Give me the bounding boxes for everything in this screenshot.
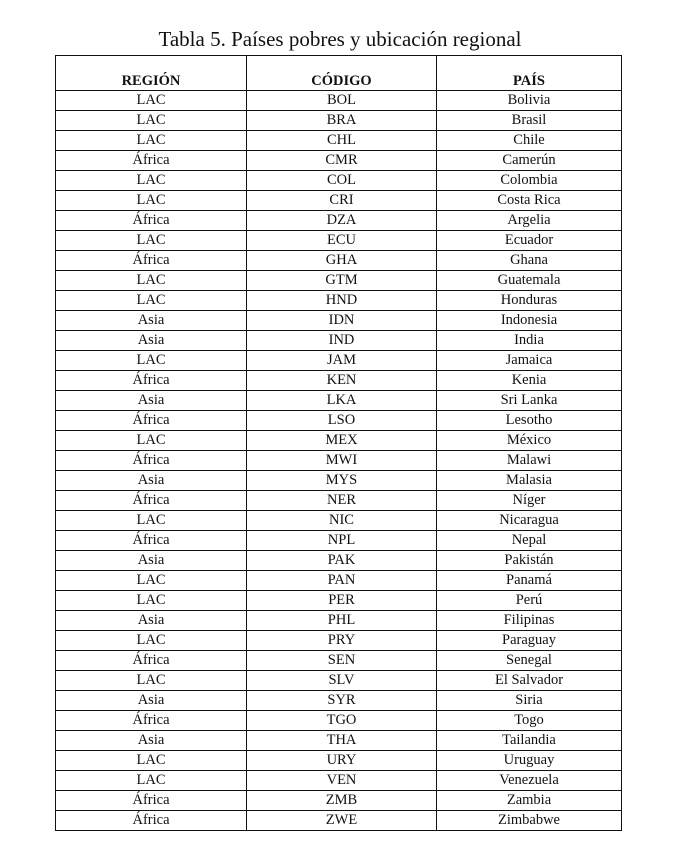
cell-country: Jamaica	[437, 351, 622, 371]
cell-code: MYS	[247, 471, 437, 491]
cell-region: LAC	[56, 571, 247, 591]
cell-country: Honduras	[437, 291, 622, 311]
cell-country: Níger	[437, 491, 622, 511]
cell-region: África	[56, 151, 247, 171]
cell-code: IDN	[247, 311, 437, 331]
cell-code: ZWE	[247, 811, 437, 831]
table-row	[56, 171, 622, 191]
cell-country: Venezuela	[437, 771, 622, 791]
table-row	[56, 811, 622, 831]
table-row	[56, 211, 622, 231]
table-row	[56, 311, 622, 331]
cell-code: CMR	[247, 151, 437, 171]
cell-region: África	[56, 371, 247, 391]
table-row	[56, 551, 622, 571]
cell-country: México	[437, 431, 622, 451]
cell-code: IND	[247, 331, 437, 351]
table-row	[56, 711, 622, 731]
cell-code: VEN	[247, 771, 437, 791]
table-body	[56, 91, 622, 831]
table-row	[56, 291, 622, 311]
cell-code: NER	[247, 491, 437, 511]
cell-country: Indonesia	[437, 311, 622, 331]
table-row	[56, 771, 622, 791]
table-title: Tabla 5. Países pobres y ubicación regional	[158, 27, 522, 51]
cell-code: GTM	[247, 271, 437, 291]
cell-code: PAN	[247, 571, 437, 591]
table-row	[56, 671, 622, 691]
cell-country: Malasia	[437, 471, 622, 491]
cell-country: Filipinas	[437, 611, 622, 631]
cell-code: COL	[247, 171, 437, 191]
table-row	[56, 91, 622, 111]
table-row	[56, 151, 622, 171]
cell-country: Togo	[437, 711, 622, 731]
table-row	[56, 251, 622, 271]
cell-code: HND	[247, 291, 437, 311]
cell-region: LAC	[56, 291, 247, 311]
cell-region: África	[56, 451, 247, 471]
header-country: PAÍS	[437, 56, 622, 91]
table-row	[56, 631, 622, 651]
table-row	[56, 191, 622, 211]
cell-country: Sri Lanka	[437, 391, 622, 411]
table-row	[56, 491, 622, 511]
cell-code: TGO	[247, 711, 437, 731]
cell-region: África	[56, 491, 247, 511]
cell-region: Asia	[56, 551, 247, 571]
cell-country: Costa Rica	[437, 191, 622, 211]
cell-region: Asia	[56, 331, 247, 351]
header-code: CÓDIGO	[247, 56, 437, 91]
cell-code: NPL	[247, 531, 437, 551]
table-row	[56, 451, 622, 471]
cell-region: LAC	[56, 91, 247, 111]
cell-code: CHL	[247, 131, 437, 151]
table-row	[56, 131, 622, 151]
cell-code: BRA	[247, 111, 437, 131]
table-row	[56, 371, 622, 391]
cell-region: África	[56, 651, 247, 671]
cell-region: LAC	[56, 671, 247, 691]
cell-code: PAK	[247, 551, 437, 571]
cell-region: LAC	[56, 131, 247, 151]
cell-country: Chile	[437, 131, 622, 151]
table-row	[56, 411, 622, 431]
cell-country: India	[437, 331, 622, 351]
cell-country: Guatemala	[437, 271, 622, 291]
table-row	[56, 751, 622, 771]
cell-region: LAC	[56, 231, 247, 251]
cell-region: Asia	[56, 731, 247, 751]
cell-country: Brasil	[437, 111, 622, 131]
table-row	[56, 571, 622, 591]
cell-country: Camerún	[437, 151, 622, 171]
cell-region: África	[56, 531, 247, 551]
cell-country: Ghana	[437, 251, 622, 271]
cell-region: LAC	[56, 271, 247, 291]
cell-country: Zimbabwe	[437, 811, 622, 831]
cell-country: Paraguay	[437, 631, 622, 651]
cell-code: GHA	[247, 251, 437, 271]
cell-region: LAC	[56, 511, 247, 531]
cell-country: Panamá	[437, 571, 622, 591]
table-row	[56, 731, 622, 751]
cell-code: LSO	[247, 411, 437, 431]
table-row	[56, 271, 622, 291]
cell-country: Malawi	[437, 451, 622, 471]
table-row	[56, 531, 622, 551]
cell-code: ZMB	[247, 791, 437, 811]
cell-region: LAC	[56, 171, 247, 191]
cell-country: Nepal	[437, 531, 622, 551]
cell-region: LAC	[56, 751, 247, 771]
cell-region: África	[56, 211, 247, 231]
cell-code: SEN	[247, 651, 437, 671]
cell-country: Bolivia	[437, 91, 622, 111]
cell-region: LAC	[56, 111, 247, 131]
cell-region: LAC	[56, 771, 247, 791]
table-row	[56, 591, 622, 611]
table-row	[56, 511, 622, 531]
cell-code: BOL	[247, 91, 437, 111]
cell-region: LAC	[56, 591, 247, 611]
header-region: REGIÓN	[56, 56, 247, 91]
cell-code: DZA	[247, 211, 437, 231]
cell-code: JAM	[247, 351, 437, 371]
cell-code: ECU	[247, 231, 437, 251]
cell-country: Colombia	[437, 171, 622, 191]
table-row	[56, 651, 622, 671]
cell-code: MEX	[247, 431, 437, 451]
cell-region: África	[56, 811, 247, 831]
cell-region: LAC	[56, 351, 247, 371]
table-row	[56, 231, 622, 251]
cell-region: Asia	[56, 691, 247, 711]
cell-country: El Salvador	[437, 671, 622, 691]
cell-country: Uruguay	[437, 751, 622, 771]
cell-country: Zambia	[437, 791, 622, 811]
cell-region: África	[56, 711, 247, 731]
cell-country: Tailandia	[437, 731, 622, 751]
cell-region: LAC	[56, 431, 247, 451]
table-row	[56, 391, 622, 411]
table-row	[56, 691, 622, 711]
cell-region: África	[56, 411, 247, 431]
cell-code: MWI	[247, 451, 437, 471]
cell-code: SYR	[247, 691, 437, 711]
cell-code: PHL	[247, 611, 437, 631]
cell-country: Senegal	[437, 651, 622, 671]
cell-country: Argelia	[437, 211, 622, 231]
table-row	[56, 111, 622, 131]
header-row	[56, 56, 622, 91]
table-row	[56, 471, 622, 491]
cell-code: LKA	[247, 391, 437, 411]
table-row	[56, 791, 622, 811]
cell-region: LAC	[56, 191, 247, 211]
cell-country: Pakistán	[437, 551, 622, 571]
cell-code: CRI	[247, 191, 437, 211]
cell-region: África	[56, 791, 247, 811]
cell-region: Asia	[56, 611, 247, 631]
cell-code: PER	[247, 591, 437, 611]
cell-region: África	[56, 251, 247, 271]
cell-country: Perú	[437, 591, 622, 611]
table-row	[56, 431, 622, 451]
cell-code: SLV	[247, 671, 437, 691]
table-row	[56, 351, 622, 371]
cell-country: Nicaragua	[437, 511, 622, 531]
cell-country: Siria	[437, 691, 622, 711]
cell-code: PRY	[247, 631, 437, 651]
cell-code: NIC	[247, 511, 437, 531]
cell-region: LAC	[56, 631, 247, 651]
cell-code: URY	[247, 751, 437, 771]
cell-code: KEN	[247, 371, 437, 391]
cell-region: Asia	[56, 311, 247, 331]
cell-country: Lesotho	[437, 411, 622, 431]
cell-country: Ecuador	[437, 231, 622, 251]
cell-region: Asia	[56, 471, 247, 491]
cell-country: Kenia	[437, 371, 622, 391]
table-row	[56, 331, 622, 351]
table-row	[56, 611, 622, 631]
cell-region: Asia	[56, 391, 247, 411]
countries-table	[55, 55, 622, 831]
cell-code: THA	[247, 731, 437, 751]
